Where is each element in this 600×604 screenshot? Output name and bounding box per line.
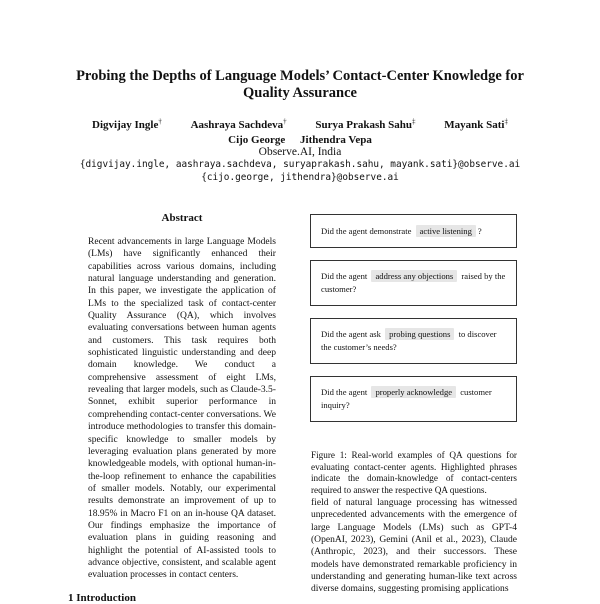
author-row-1	[40, 114, 560, 133]
intro-text: field of natural language processing has witnessed unprecedented advancements with the emergence of large Language Models (LMs) such as GPT-4 (OpenAI, 2023), Gemini (Anil et al., 2023), Claude (Anthropic, 2023), and their successors. These models have demonstrated remarkable proficiency in understanding and generating human-like text across diverse domains, suggesting promising applications	[311, 497, 517, 595]
author: Surya Prakash Sahu‡	[315, 117, 416, 131]
author: Mayank Sati‡	[444, 117, 508, 131]
qa-question-box: Did the agent properly acknowledge customer inquiry?	[310, 376, 517, 422]
paper-title: Probing the Depths of Language Models’ Contact-Center Knowledge for Quality Assurance	[76, 68, 524, 101]
section-heading: 1 Introduction	[68, 592, 136, 604]
highlighted-phrase: address any objections	[371, 270, 457, 282]
author-list	[40, 114, 560, 148]
figure-qa-examples	[310, 214, 517, 434]
author: Aashraya Sachdeva†	[190, 117, 287, 131]
email-line: {cijo.george, jithendra}@observe.ai	[201, 172, 399, 183]
author: Cijo George	[228, 133, 286, 146]
highlighted-phrase: probing questions	[385, 328, 454, 340]
figure-caption: Figure 1: Real-world examples of QA questions for evaluating contact-center agents. Highlighted phrases indicate the domain-knowledge of contact-centers required to answer the respective QA questions.	[311, 450, 517, 495]
email-line: {digvijay.ingle, aashraya.sachdeva, suryaprakash.sahu, mayank.sati}@observe.ai	[79, 159, 521, 170]
qa-question-box: Did the agent demonstrate active listening ?	[310, 214, 517, 248]
qa-question-box: Did the agent ask probing questions to discover the customer’s needs?	[310, 318, 517, 364]
abstract-heading: Abstract	[161, 212, 203, 224]
qa-question-box: Did the agent address any objections raised by the customer?	[310, 260, 517, 306]
affiliation: Observe.AI, India	[258, 146, 342, 158]
abstract-text: Recent advancements in large Language Models (LMs) have significantly enhanced their capabilities across various domains, including natural language understanding and generation. In this paper, we investigate the application of LMs to the specialized task of contact-center Quality Assurance (QA), which involves evaluating conversations between human agents and customers. This task requires both sophisticated linguistic understanding and deep domain knowledge. We conduct a comprehensive assessment of eight LMs, revealing that larger models, such as Claude-3.5-Sonnet, exhibit superior performance in comprehending contact-center conversations. We introduce methodologies to transfer this domain-specific knowledge to smaller models by leveraging evaluation plans generated by more knowledgeable models, with optional human-in-the-loop refinement to enhance the capabilities of smaller models. Notably, our experimental results demonstrate an improvement of up to 18.95% in Macro F1 on an in-house QA dataset. Our findings emphasize the importance of evaluation plans in guiding reasoning and highlight the potential of AI-assisted tools to advance objective, consistent, and scalable agent evaluation processes in contact centers.	[88, 236, 276, 581]
author: Jithendra Vepa	[300, 133, 372, 146]
highlighted-phrase: properly acknowledge	[371, 386, 456, 398]
email-block	[40, 158, 560, 184]
author: Digvijay Ingle†	[92, 117, 162, 131]
highlighted-phrase: active listening	[416, 225, 476, 237]
